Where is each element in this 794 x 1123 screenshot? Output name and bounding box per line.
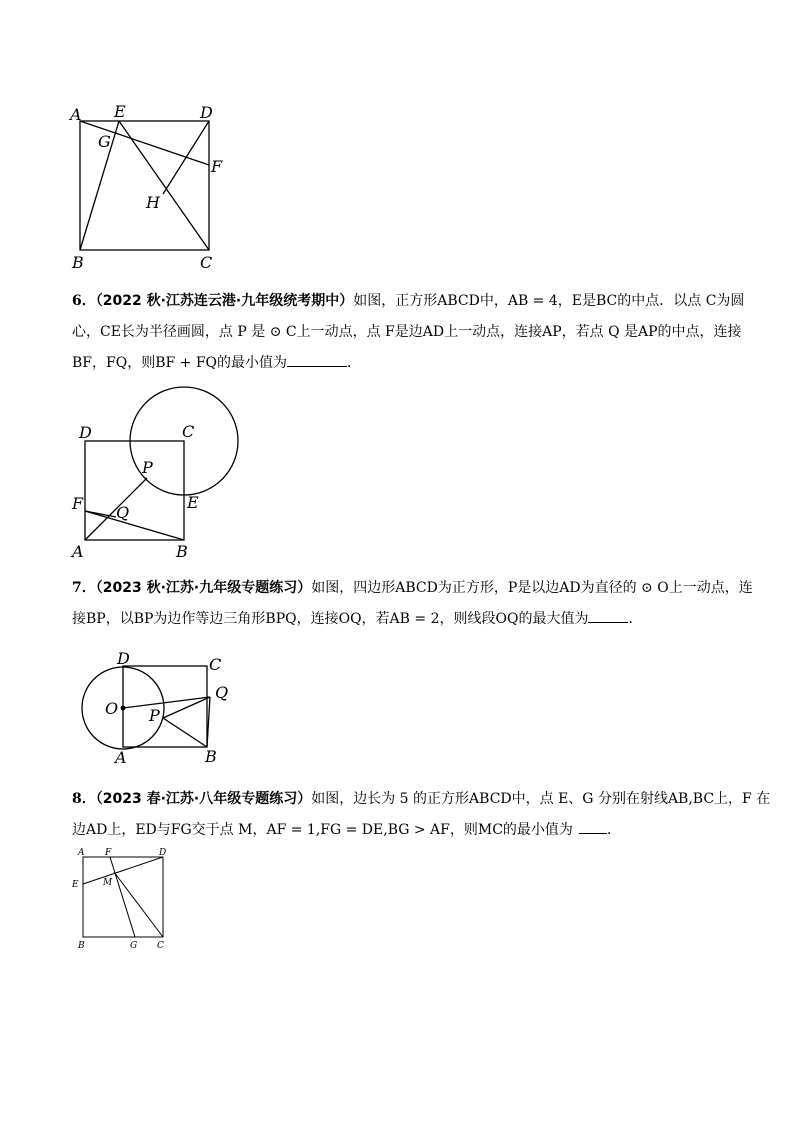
problem-text: ． <box>347 355 362 371</box>
problem-text: 如图，四边形ABCD为正方形，P是以边AD为直径的 ⊙ O上一动点，连 <box>311 580 753 596</box>
label-q: Q <box>215 683 229 702</box>
problem-source: （2023 春·江苏·八年级专题练习） <box>95 791 312 807</box>
segment-ec <box>119 121 209 250</box>
label-p: P <box>142 458 153 477</box>
label-o: O <box>105 699 119 718</box>
figure-problem-7 <box>75 650 245 770</box>
problem-text: 如图，边长为 5 的正方形ABCD中，点 E、G 分别在射线AB,BC上，F 在 <box>311 791 771 807</box>
label-f: F <box>72 494 84 513</box>
label-b: B <box>78 941 85 951</box>
label-d: D <box>79 423 92 442</box>
answer-blank[interactable] <box>579 819 607 834</box>
problem-text: 如图，正方形ABCD中，AB = 4，E是BC的中点．以点 C为圆 <box>353 293 745 309</box>
problem-text: ． <box>628 611 643 627</box>
label-c: C <box>209 655 222 674</box>
label-d: D <box>159 848 167 858</box>
segment-mc <box>114 872 163 937</box>
label-p: P <box>149 706 160 725</box>
label-g: G <box>130 941 138 951</box>
answer-blank[interactable] <box>287 352 347 367</box>
label-b: B <box>176 542 188 561</box>
figure-square-abcd <box>70 100 240 275</box>
problem-text: BF，FQ，则BF + FQ的最小值为 <box>72 355 288 371</box>
label-e: E <box>187 493 199 512</box>
label-d: D <box>117 649 130 668</box>
answer-blank[interactable] <box>588 608 628 623</box>
problem-6 <box>72 286 745 379</box>
label-f: F <box>105 848 112 858</box>
label-c: C <box>157 941 164 951</box>
problem-7 <box>72 573 753 635</box>
figure-problem-6 <box>70 385 250 565</box>
label-e: E <box>72 880 79 890</box>
problem-8 <box>72 784 771 846</box>
label-c: C <box>182 422 195 441</box>
segment-ed <box>83 857 163 884</box>
label-e: E <box>114 102 126 121</box>
label-a: A <box>72 542 84 561</box>
segment-pb <box>163 718 207 747</box>
problem-text: 边AD上，ED与FG交于点 M，AF = 1,FG = DE,BG > AF，则MC的最小值为 <box>72 822 573 838</box>
problem-text: 接BP，以BP为边作等边三角形BPQ，连接OQ，若AB = 2，则线段OQ的最大值为 <box>72 611 589 627</box>
problem-text: 心，CE长为半径画圆，点 P 是 ⊙ C上一动点，点 F是边AD上一动点，连接AP，若点 Q 是AP的中点，连接 <box>72 324 742 340</box>
problem-source: （2022 秋·江苏连云港·九年级统考期中） <box>95 293 354 309</box>
label-q: Q <box>116 503 130 522</box>
problem-source: （2023 秋·江苏·九年级专题练习） <box>95 580 312 596</box>
problem-number: 6． <box>72 293 96 309</box>
label-a: A <box>70 105 82 124</box>
problem-number: 7． <box>72 580 96 596</box>
label-a: A <box>78 848 85 858</box>
label-c: C <box>200 253 213 272</box>
problem-number: 8． <box>72 791 96 807</box>
label-m: M <box>103 878 113 888</box>
segment-fg <box>110 857 135 937</box>
label-b: B <box>205 747 217 766</box>
problem-text: ． <box>606 822 621 838</box>
label-h: H <box>146 193 160 212</box>
label-f: F <box>211 157 223 176</box>
label-g: G <box>98 132 111 151</box>
label-b: B <box>72 253 84 272</box>
segment-dh <box>163 121 209 194</box>
label-a: A <box>115 748 127 767</box>
center-point-o <box>121 706 126 711</box>
figure-problem-8 <box>70 845 180 955</box>
label-d: D <box>200 103 213 122</box>
